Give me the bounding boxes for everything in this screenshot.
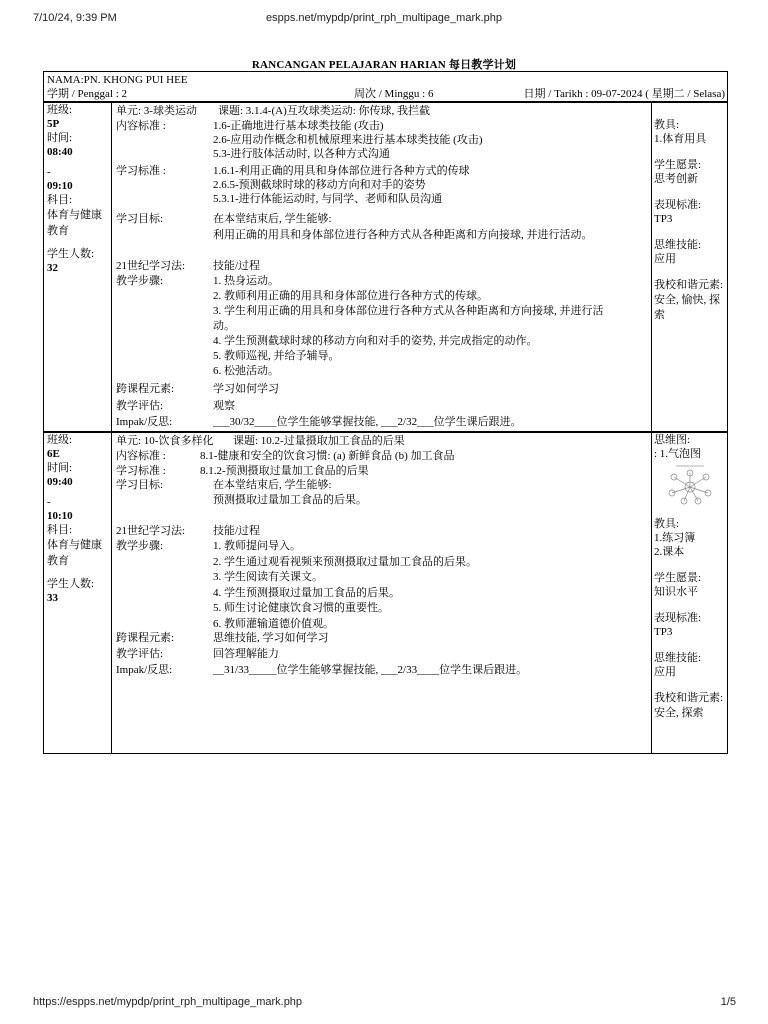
extra-value: 安全, 探索 [654, 707, 704, 719]
extra-label: 思维技能: [654, 652, 702, 664]
extra-label: 我校和谐元素: [654, 279, 724, 291]
extra-value: TP3 [654, 213, 673, 225]
time-label: 时间: [47, 132, 73, 144]
class-label: 班级: [47, 104, 73, 116]
extra-value: 1.体育用具 [654, 133, 707, 145]
extra-label: 教具: [654, 518, 680, 530]
lesson-block-2 [43, 431, 728, 754]
time-dash: - [47, 166, 51, 178]
class-value: 6E [47, 448, 60, 460]
lesson-1-plan: 单元: 3-球类运动 课题: 3.1.4-(A)互攻球类运动: 你传球, 我拦截 内容标准 : 1.6-正确地进行基本球类技能 (攻击) 2.6-应用动作概念和机械原理来进行基本球类技能 (攻击) 5.3-进行肢体活动时, 以各种方式沟通 学习标准 : 1.6.1-利用正确的用具和身体部位进行各种方式的传球 2.6.5-预测截球时球的移动方向和对手的姿势 5.3.1-进行体能运动时, 与同学、老师和队员沟通 学习目标: 在本堂结束后, 学生能够: 利用正确的用具和身体部位进行各种方式从各种距离和方向接球, 并进行活动。 21世纪学习法: 技能/过程 教学步骤: 1. 热身运动。 2. 教师利用正确的用具和身体部位进行各种方式的传球。 3. 学生利用正确的用具和身体部位进行各种方式从各种距离和方向接球, 并进行活 动。 4. 学生预测截球时球的移动方向和对手的姿势, 并完成指定的动作。 5. 教师巡视, 并给予辅导。 6. 松弛活动。 跨课程元素: 学习如何学习 教学评估: 观察 Impak/反思: ___30/32____位学生能够掌握技能, ___2/32___位学生课后跟进。 [116, 105, 604, 428]
extra-value: 1.练习簿 2.课本 [654, 532, 696, 558]
extra-value: 应用 [654, 666, 676, 678]
subject-label: 科目: [47, 194, 73, 206]
extra-label: 我校和谐元素: [654, 692, 724, 704]
unit-title: 单元: 10-饮食多样化 [116, 435, 214, 447]
extra-value: : 1.气泡图 [654, 448, 702, 460]
time-label: 时间: [47, 462, 73, 474]
term-field: 学期 / Penggal : 2 [47, 88, 128, 100]
lesson-block-1 [43, 101, 728, 433]
subject-value: 体育与健康教育 [47, 539, 102, 567]
extra-label: 教具: [654, 119, 680, 131]
subject-label: 科目: [47, 524, 73, 536]
bubble-map-thumbnail [662, 463, 718, 507]
teacher-info-box [43, 71, 728, 103]
student-count-value: 33 [47, 592, 58, 604]
print-header-url: espps.net/mypdp/print_rph_multipage_mark.php [265, 12, 503, 24]
date-field: 日期 / Tarikh : 09-07-2024 ( 星期二 / Selasa) [523, 88, 725, 100]
subject-value: 体育与健康教育 [47, 209, 102, 237]
class-value: 5P [47, 118, 60, 130]
unit-title: 单元: 3-球类运动 [116, 105, 197, 117]
topic-title: 课题: 10.2-过量摄取加工食品的后果 [233, 435, 405, 447]
lesson-1-class-info [44, 102, 112, 432]
lesson-1-extras [651, 102, 727, 432]
teacher-name: NAMA:PN. KHONG PUI HEE [47, 74, 188, 86]
lesson-2-plan: 单元: 10-饮食多样化 课题: 10.2-过量摄取加工食品的后果 内容标准 : 8.1-健康和安全的饮食习惯: (a) 新鲜食品 (b) 加工食品 学习标准 : 8.1.2-预测摄取过量加工食品的后果 学习目标: 在本堂结束后, 学生能够: 预测摄取过量加工食品的后果。 21世纪学习法: 技能/过程 教学步骤: 1. 教师提问导入。 2. 学生通过观看视频来预测摄取过量加工食品的后果。 3. 学生阅读有关课文。 4. 学生预测摄取过量加工食品的后果。 5. 师生讨论健康饮食习惯的重要性。 6. 教师灌输道德价值观。 跨课程元素: 思维技能, 学习如何学习 教学评估: 回答理解能力 Impak/反思: __31/33_____位学生能够掌握技能, ___2/33____位学生课后跟进。 [116, 435, 528, 676]
extra-label: 学生愿景: [654, 159, 702, 171]
class-label: 班级: [47, 434, 73, 446]
extra-value: 安全, 愉快, 探索 [654, 294, 720, 321]
lesson-2-extras [651, 432, 727, 753]
extra-value: 应用 [654, 253, 676, 265]
student-count-value: 32 [47, 262, 58, 274]
extra-value: 知识水平 [654, 586, 698, 598]
extra-label: 学生愿景: [654, 572, 702, 584]
print-page-number: 1/5 [720, 996, 736, 1008]
extra-value: 思考创新 [654, 173, 698, 185]
extra-label: 表现标准: [654, 612, 702, 624]
extra-value: TP3 [654, 626, 673, 638]
week-field: 周次 / Minggu : 6 [354, 88, 434, 100]
time-start: 08:40 [47, 146, 73, 158]
extra-label: 思维技能: [654, 239, 702, 251]
extra-label: 思维图: [654, 434, 691, 446]
lesson-2-class-info [44, 432, 112, 753]
time-dash: - [47, 496, 51, 508]
topic-title: 课题: 3.1.4-(A)互攻球类运动: 你传球, 我拦截 [218, 105, 431, 117]
time-end: 10:10 [47, 510, 73, 522]
time-end: 09:10 [47, 180, 73, 192]
extra-label: 表现标准: [654, 199, 702, 211]
time-start: 09:40 [47, 476, 73, 488]
print-footer-url: https://espps.net/mypdp/print_rph_multipage_mark.php [33, 996, 303, 1008]
student-count-label: 学生人数: [47, 578, 95, 590]
document-title: RANCANGAN PELAJARAN HARIAN 每日教学计划 [251, 59, 517, 71]
print-datetime: 7/10/24, 9:39 PM [33, 12, 117, 24]
student-count-label: 学生人数: [47, 248, 95, 260]
